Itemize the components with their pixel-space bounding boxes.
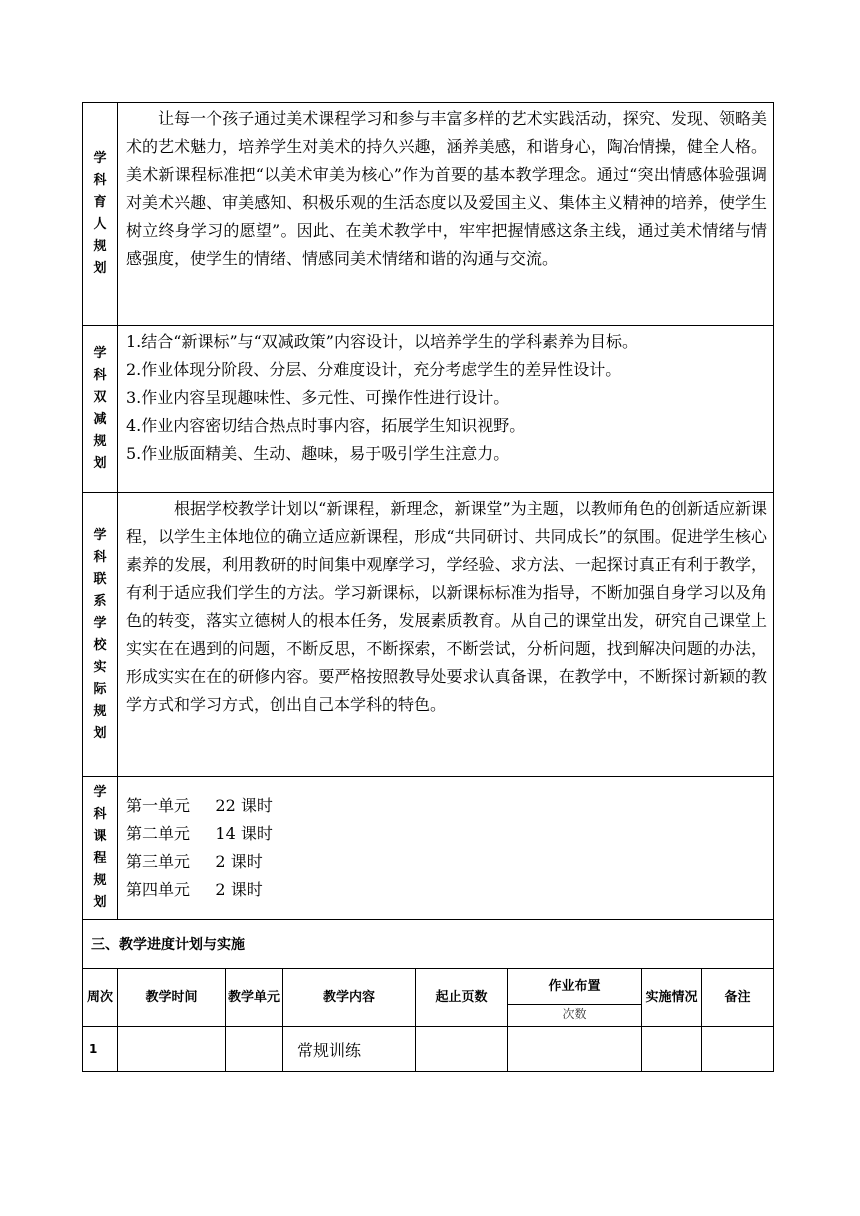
progress-header-row [83, 969, 774, 1005]
section-course-plan [83, 777, 774, 920]
education-plan-text: 让每一个孩子通过美术课程学习和参与丰富多样的艺术实践活动，探究、发现、领略美术的艺术魅力，培养学生对美术的持久兴趣，涵养美感，和谐身心，陶冶情操，健全人格。美术新课程标准把“以美术审美为核心”作为首要的基本教学理念。通过“突出情感体验强调对美术兴趣、审美感知、积极乐观的生活态度以及爱国主义、集体主义精神的培养，使学生树立终身学习的愿望”。因此、在美术教学中，牢牢把握情感这条主线，通过美术情绪与情感强度，使学生的情绪、情感同美术情绪和谐的沟通与交流。 [118, 103, 774, 326]
section-label: 学 科 双 减 规 划 [83, 326, 118, 493]
progress-title: 三、教学进度计划与实施 [83, 920, 774, 969]
section-label: 学 科 育 人 规 划 [83, 103, 118, 326]
document-page [82, 102, 773, 1072]
header-status: 实施情况 [642, 969, 702, 1027]
list-item: 2.作业体现分阶段、分层、分难度设计，充分考虑学生的差异性设计。 [126, 360, 622, 379]
unit-item: 第二单元 14 课时 [126, 824, 273, 843]
section-label: 学 科 联 系 学 校 实 际 规 划 [83, 493, 118, 777]
cell-content: 常规训练 [283, 1027, 416, 1072]
list-item: 1.结合“新课标”与“双减政策”内容设计，以培养学生的学科素养为目标。 [126, 332, 638, 351]
section-school-practice [83, 493, 774, 777]
cell-pages[interactable] [416, 1027, 508, 1072]
cell-time[interactable] [118, 1027, 226, 1072]
progress-title-row [83, 920, 774, 969]
header-week: 周次 [83, 969, 118, 1027]
header-homework: 作业布置 [508, 969, 642, 1005]
section-label: 学 科 课 程 规 划 [83, 777, 118, 920]
unit-item: 第三单元 2 课时 [126, 852, 263, 871]
list-item: 4.作业内容密切结合热点时事内容，拓展学生知识视野。 [126, 416, 526, 435]
list-item: 5.作业版面精美、生动、趣味，易于吸引学生注意力。 [126, 444, 510, 463]
double-reduction-list [118, 326, 774, 493]
section-education-plan [83, 103, 774, 326]
cell-status[interactable] [642, 1027, 702, 1072]
table-row [83, 1027, 774, 1072]
header-pages: 起止页数 [416, 969, 508, 1027]
unit-item: 第一单元 22 课时 [126, 796, 273, 815]
cell-week: 1 [83, 1027, 118, 1072]
unit-item: 第四单元 2 课时 [126, 880, 263, 899]
section-double-reduction [83, 326, 774, 493]
header-homework-count: 次数 [508, 1005, 642, 1027]
header-unit: 教学单元 [226, 969, 283, 1027]
cell-notes[interactable] [702, 1027, 774, 1072]
cell-unit[interactable] [226, 1027, 283, 1072]
cell-homework[interactable] [508, 1027, 642, 1072]
list-item: 3.作业内容呈现趣味性、多元性、可操作性进行设计。 [126, 388, 510, 407]
header-content: 教学内容 [283, 969, 416, 1027]
course-units [118, 777, 774, 920]
header-notes: 备注 [702, 969, 774, 1027]
plan-table [82, 102, 774, 1072]
header-time: 教学时间 [118, 969, 226, 1027]
school-practice-text: 根据学校教学计划以“新课程，新理念，新课堂”为主题，以教师角色的创新适应新课程，以学生主体地位的确立适应新课程，形成“共同研讨、共同成长”的氛围。促进学生核心素养的发展，利用教研的时间集中观摩学习，学经验、求方法、一起探讨真正有利于教学，有利于适应我们学生的方法。学习新课标，以新课标标准为指导，不断加强自身学习以及角色的转变，落实立德树人的根本任务，发展素质教育。从自己的课堂出发，研究自己课堂上实实在在遇到的问题，不断反思，不断探索，不断尝试，分析问题，找到解决问题的办法，形成实实在在的研修内容。要严格按照教导处要求认真备课，在教学中，不断探讨新颖的教学方式和学习方式，创出自己本学科的特色。 [118, 493, 774, 777]
